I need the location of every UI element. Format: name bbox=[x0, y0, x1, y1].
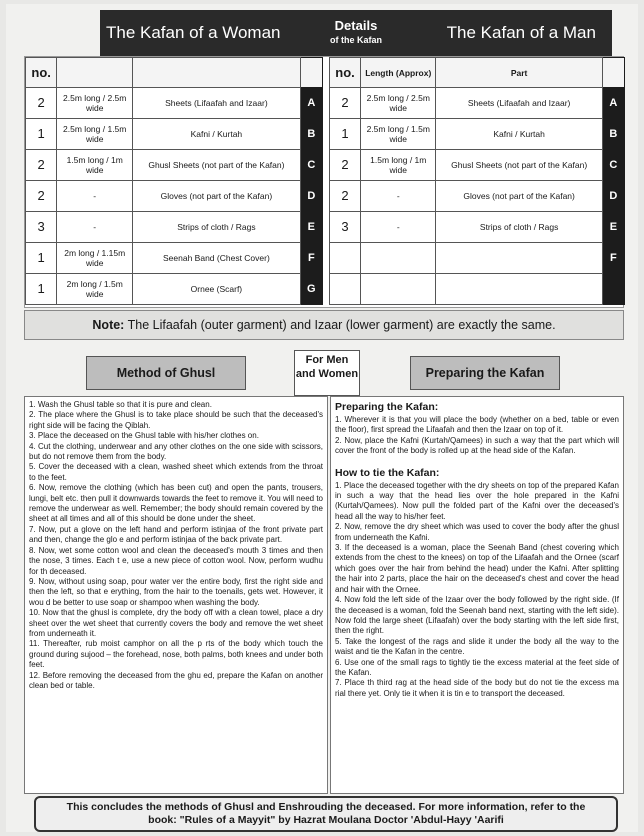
row-letter: A bbox=[602, 88, 624, 119]
row-count: 2 bbox=[330, 88, 361, 119]
row-length: 2.5m long / 1.5m wide bbox=[361, 119, 436, 150]
ghusl-step: 11. Thereafter, rub moist camphor on all the p rts of the body which touch the ground during sujood – the forehead, nose, both palms, both knees and under both feet. bbox=[29, 639, 323, 670]
row-part: Strips of cloth / Rags bbox=[133, 212, 300, 243]
row-part: Kafni / Kurtah bbox=[133, 119, 300, 150]
kafan-tables bbox=[24, 56, 624, 308]
row-letter: E bbox=[300, 212, 322, 243]
woman-kafan-table bbox=[25, 57, 323, 305]
ghusl-step: 2. The place where the Ghusl is to take place should be such that the deceased's right side will be facing the Qiblah. bbox=[29, 410, 323, 430]
row-count: 2 bbox=[26, 181, 57, 212]
header-bar bbox=[100, 10, 612, 56]
row-count: 1 bbox=[26, 119, 57, 150]
column-header-no: no. bbox=[26, 58, 57, 88]
row-part bbox=[436, 274, 602, 305]
table-row bbox=[26, 119, 323, 150]
table-row bbox=[26, 243, 323, 274]
row-letter: C bbox=[300, 150, 322, 181]
row-letter: A bbox=[300, 88, 322, 119]
woman-kafan-title: The Kafan of a Woman bbox=[106, 23, 281, 42]
details-title-sub: of the Kafan bbox=[329, 35, 382, 45]
ghusl-step: 9. Now, without using soap, pour water ver the entire body, first the right side and then the left, so that e erything, from the hair to the toenails, gets wet. However, it wou d be better to use soap or shampoo when washing the body. bbox=[29, 576, 323, 607]
tie-step: 7. Place th third rag at the head side of the body but do not tie the excess ma rial there yet. Only tie it when it is tin e to transport the deceased. bbox=[335, 678, 619, 698]
ghusl-step: 1. Wash the Ghusl table so that it is pure and clean. bbox=[29, 400, 212, 409]
tie-step: 5. Take the longest of the rags and slide it under the body all the way to the waist and tie the Kafan in the centre. bbox=[335, 636, 619, 657]
row-count: 2 bbox=[330, 150, 361, 181]
column-header-no: no. bbox=[330, 58, 361, 88]
column-header-part bbox=[133, 58, 300, 88]
row-letter bbox=[602, 274, 624, 305]
row-length: - bbox=[57, 181, 133, 212]
note-text: The Lifaafah (outer garment) and Izaar (lower garment) are exactly the same. bbox=[127, 318, 556, 332]
row-letter: C bbox=[602, 150, 624, 181]
row-letter: G bbox=[300, 274, 322, 305]
row-count: 1 bbox=[26, 274, 57, 305]
row-part bbox=[436, 243, 602, 274]
footer-note bbox=[34, 796, 618, 832]
row-count: 2 bbox=[26, 88, 57, 119]
table-row bbox=[26, 150, 323, 181]
table-row bbox=[330, 150, 625, 181]
column-header-letter bbox=[602, 58, 624, 88]
table-row bbox=[26, 88, 323, 119]
ghusl-steps-column bbox=[24, 396, 328, 794]
table-header-row bbox=[330, 58, 625, 88]
tie-heading: How to tie the Kafan: bbox=[335, 466, 440, 479]
column-header-length: Length (Approx) bbox=[361, 58, 436, 88]
ghusl-step: 10. Now that the ghusl is complete, dry the body off with a clean towel, place a dry sheet over the wet sheet that currently covers the body and remove the wet sheet from underneath it. bbox=[29, 608, 323, 638]
row-length: - bbox=[361, 181, 436, 212]
row-part: Kafni / Kurtah bbox=[436, 119, 602, 150]
tie-step: 3. If the deceased is a woman, place the Seenah Band (chest covering which extends from the chest to the knees) on top of the Lifaafah and the Ornee (scarf which goes over the hair from behind the head) under the Kafni. After splitting the hair into 2 parts, place the hair on the deceased's chest and cover the head and hair with the Ornee. bbox=[335, 543, 619, 594]
row-length bbox=[361, 243, 436, 274]
footer-line-1: This concludes the methods of Ghusl and Enshrouding the deceased. For more information, refer to the bbox=[66, 801, 586, 813]
ghusl-step: 3. Place the deceased on the Ghusl table with his/her clothes on. bbox=[29, 431, 259, 441]
row-letter: F bbox=[602, 243, 624, 274]
row-part: Sheets (Lifaafah and Izaar) bbox=[436, 88, 602, 119]
row-length: 1.5m long / 1m wide bbox=[361, 150, 436, 181]
note-banner bbox=[24, 310, 624, 340]
kafan-steps-column bbox=[330, 396, 624, 794]
row-length bbox=[361, 274, 436, 305]
row-letter: D bbox=[300, 181, 322, 212]
table-row bbox=[26, 212, 323, 243]
row-letter: B bbox=[602, 119, 624, 150]
row-length: - bbox=[57, 212, 133, 243]
row-part: Gloves (not part of the Kafan) bbox=[436, 181, 602, 212]
row-length: 2.5m long / 2.5m wide bbox=[361, 88, 436, 119]
ghusl-section-title: Method of Ghusl bbox=[86, 356, 246, 390]
details-title bbox=[330, 19, 382, 47]
row-part: Sheets (Lifaafah and Izaar) bbox=[133, 88, 300, 119]
row-part: Ornee (Scarf) bbox=[133, 274, 300, 305]
table-row bbox=[330, 181, 625, 212]
prep-heading: Preparing the Kafan: bbox=[335, 401, 439, 413]
column-header-length bbox=[57, 58, 133, 88]
column-header-part: Part bbox=[436, 58, 602, 88]
row-count: 3 bbox=[26, 212, 57, 243]
ghusl-step: 7. Now, put a glove on the left hand and perform istinjaa of the front private part and then, change the glo e and perform istinjaa of the back private part. bbox=[29, 524, 323, 545]
row-length: 2m long / 1.15m wide bbox=[57, 243, 133, 274]
prep-steps-list bbox=[335, 415, 619, 457]
table-row bbox=[330, 274, 625, 305]
for-men-and-women-label: For Men and Women bbox=[294, 350, 360, 396]
poster-page bbox=[6, 4, 638, 832]
man-kafan-table bbox=[329, 57, 625, 305]
row-part: Seenah Band (Chest Cover) bbox=[133, 243, 300, 274]
table-row bbox=[330, 88, 625, 119]
note-label: Note: bbox=[92, 318, 125, 332]
prep-step: 2. Now, place the Kafni (Kurtah/Qamees) in such a way that the part which will cover the front of the body is rolled up at the head side of the Kafan. bbox=[335, 435, 619, 456]
tie-step: 1. Place the deceased together with the dry sheets on top of the prepared Kafan in such a way that the head lies over the hole prepared in the Kafni (Kurtah/Qamees). Now pull the folded part of the Kafni over the deceased's head all the way to his/her feet. bbox=[335, 480, 619, 521]
table-row bbox=[26, 274, 323, 305]
row-length: 2.5m long / 1.5m wide bbox=[57, 119, 133, 150]
row-count bbox=[330, 243, 361, 274]
footer-line-2: book: "Rules of a Mayyit" by Hazrat Moulana Doctor 'Abdul-Hayy 'Aarifi bbox=[148, 814, 504, 826]
row-letter: B bbox=[300, 119, 322, 150]
tie-step: 4. Now fold the left side of the Izaar over the body followed by the right side. (If the deceased is a woman, fold the Seenah band next, starting with the left side). Now fold the large sheet (Lifaafah) over the body starting with the left side first, then the right. bbox=[335, 595, 619, 636]
row-length: 2.5m long / 2.5m wide bbox=[57, 88, 133, 119]
row-count: 2 bbox=[26, 150, 57, 181]
row-length: 1.5m long / 1m wide bbox=[57, 150, 133, 181]
row-count bbox=[330, 274, 361, 305]
row-count: 3 bbox=[330, 212, 361, 243]
column-header-letter bbox=[300, 58, 322, 88]
kafan-section-title: Preparing the Kafan bbox=[410, 356, 560, 390]
ghusl-step: 6. Now, remove the clothing (which has been cut) and open the pants, trousers, lungi, belt etc. then pull it downwards towards the feet to remove it. You will need to remove the underwear as well. Remember; the body should remain covered by the sheet at all times and all of this should be done under the sheet. bbox=[29, 483, 323, 524]
row-letter: F bbox=[300, 243, 322, 274]
man-kafan-title: The Kafan of a Man bbox=[446, 23, 596, 42]
table-row bbox=[330, 119, 625, 150]
tie-steps-list bbox=[335, 481, 619, 700]
tie-step: 2. Now, remove the dry sheet which was used to cover the body after the ghusl from underneath the Kafni. bbox=[335, 522, 619, 542]
row-part: Ghusl Sheets (not part of the Kafan) bbox=[133, 150, 300, 181]
row-length: 2m long / 1.5m wide bbox=[57, 274, 133, 305]
table-row bbox=[330, 243, 625, 274]
ghusl-step: 5. Cover the deceased with a clean, washed sheet which extends from the throat to the feet. bbox=[29, 462, 323, 482]
ghusl-step: 8. Now, wet some cotton wool and clean the deceased's mouth 3 times and then the nose, 3 times. Each t e, use a new piece of cotton wool. Now, perform wudhu for th deceased. bbox=[29, 545, 323, 576]
ghusl-step: 4. Cut the clothing, underwear and any other clothes on the one side with scissors, but do not remove them from the body. bbox=[29, 441, 323, 462]
row-letter: D bbox=[602, 181, 624, 212]
details-title-main: Details bbox=[334, 18, 378, 33]
tie-step: 6. Use one of the small rags to tightly tie the excess material at the feet side of the Kafan. bbox=[335, 657, 619, 677]
row-part: Strips of cloth / Rags bbox=[436, 212, 602, 243]
row-count: 2 bbox=[330, 181, 361, 212]
row-letter: E bbox=[602, 212, 624, 243]
table-row bbox=[26, 181, 323, 212]
row-part: Ghusl Sheets (not part of the Kafan) bbox=[436, 150, 602, 181]
row-count: 1 bbox=[26, 243, 57, 274]
ghusl-step: 12. Before removing the deceased from the ghu ed, prepare the Kafan on another clean bed or table. bbox=[29, 670, 323, 690]
table-row bbox=[330, 212, 625, 243]
table-header-row bbox=[26, 58, 323, 88]
row-length: - bbox=[361, 212, 436, 243]
row-part: Gloves (not part of the Kafan) bbox=[133, 181, 300, 212]
row-count: 1 bbox=[330, 119, 361, 150]
prep-step: 1. Wherever it is that you will place the body (whether on a bed, table or even the floor), first spread the Lifaafah and then the Izaar on top of it. bbox=[335, 415, 619, 435]
